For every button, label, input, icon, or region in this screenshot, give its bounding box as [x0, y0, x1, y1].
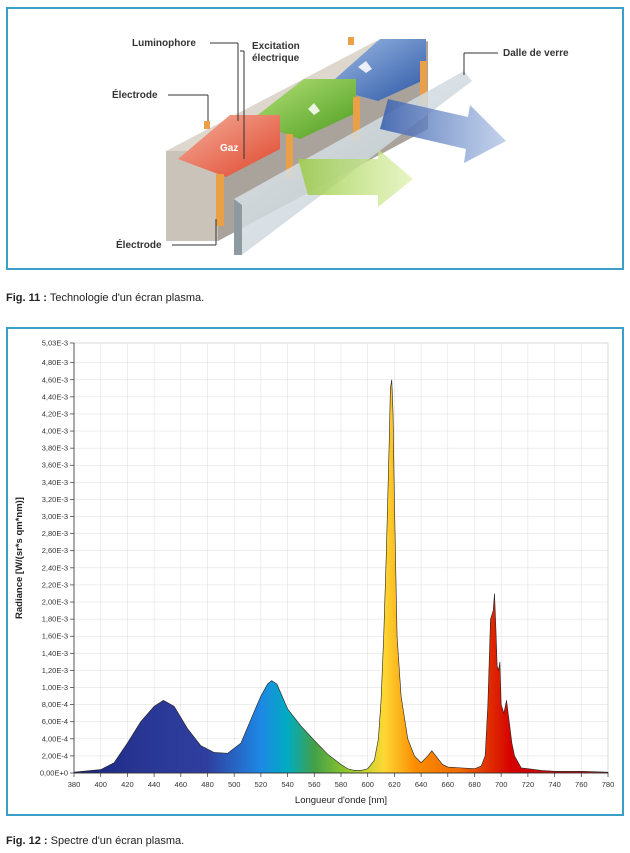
x-tick-label: 680 — [468, 780, 481, 789]
spectrum-chart — [8, 329, 622, 814]
x-tick-label: 760 — [575, 780, 588, 789]
y-tick-label: 4,00E-4 — [41, 734, 68, 744]
y-tick-label: 3,00E-3 — [41, 512, 68, 522]
y-tick-label: 4,60E-3 — [41, 375, 68, 385]
y-tick-label: 2,80E-3 — [41, 529, 68, 539]
x-tick-label: 420 — [121, 780, 134, 789]
x-tick-label: 640 — [414, 780, 428, 789]
x-tick-label: 380 — [67, 780, 81, 789]
y-tick-label: 3,40E-3 — [41, 477, 68, 487]
y-tick-label: 3,20E-3 — [41, 494, 68, 504]
label-excitation-2: électrique — [252, 53, 300, 64]
y-tick-label: 2,60E-3 — [41, 546, 68, 556]
x-axis-label: Longueur d'onde [nm] — [294, 795, 388, 806]
y-tick-label: 3,60E-3 — [41, 460, 68, 470]
y-tick-label: 2,00E-3 — [41, 597, 68, 607]
label-electrode-top: Électrode — [112, 90, 158, 101]
figure-11-caption — [6, 292, 204, 304]
caption-text: Spectre d'un écran plasma. — [47, 835, 185, 847]
label-dalle-de-verre: Dalle de verre — [503, 48, 569, 59]
y-tick-label: 0,00E+0 — [39, 768, 68, 778]
x-tick-label: 660 — [441, 780, 455, 789]
x-tick-label: 700 — [494, 780, 508, 789]
x-tick-label: 560 — [308, 780, 321, 789]
x-tick-label: 720 — [521, 780, 535, 789]
plasma-spectrum-figure — [6, 327, 624, 816]
plasma-technology-figure — [6, 7, 624, 270]
y-tick-label: 1,60E-3 — [41, 631, 68, 641]
x-tick-label: 740 — [548, 780, 561, 789]
y-tick-label: 2,20E-3 — [41, 580, 68, 590]
y-tick-label: 1,20E-3 — [41, 665, 68, 675]
x-tick-label: 400 — [94, 780, 107, 789]
blue-light-arrow — [380, 99, 506, 163]
x-tick-label: 780 — [601, 780, 615, 789]
x-tick-label: 460 — [174, 780, 188, 789]
caption-prefix: Fig. 12 : — [6, 835, 48, 847]
electrode-bar — [216, 174, 224, 226]
y-tick-label: 1,00E-3 — [41, 683, 68, 693]
x-tick-label: 520 — [254, 780, 268, 789]
y-tick-label: 4,20E-3 — [41, 409, 68, 419]
y-tick-label: 2,00E-4 — [41, 751, 68, 761]
x-tick-label: 620 — [388, 780, 401, 789]
y-tick-label: 4,40E-3 — [41, 392, 68, 402]
figure-12-caption — [6, 835, 184, 847]
y-tick-label: 3,80E-3 — [41, 443, 68, 453]
x-tick-label: 540 — [281, 780, 294, 789]
y-tick-label: 8,00E-4 — [41, 700, 68, 710]
label-excitation-1: Excitation — [252, 41, 300, 52]
y-tick-label: 4,00E-3 — [41, 426, 68, 436]
x-tick-label: 580 — [334, 780, 348, 789]
caption-text: Technologie d'un écran plasma. — [46, 292, 205, 304]
label-electrode-bottom: Électrode — [116, 240, 162, 251]
caption-prefix: Fig. 11 : — [6, 292, 47, 304]
y-tick-label: 5,03E-3 — [41, 338, 68, 348]
y-axis-label: Radiance [W/(sr*s qm*nm)] — [14, 497, 25, 619]
y-tick-label: 1,80E-3 — [41, 614, 68, 624]
plasma-cell-diagram — [8, 9, 622, 268]
y-tick-label: 1,40E-3 — [41, 648, 68, 658]
label-luminophore: Luminophore — [132, 38, 196, 49]
y-tick-label: 2,40E-3 — [41, 563, 68, 573]
y-tick-label: 6,00E-4 — [41, 717, 68, 727]
x-tick-label: 440 — [147, 780, 161, 789]
label-gaz: Gaz — [220, 143, 239, 154]
x-tick-label: 500 — [227, 780, 241, 789]
x-tick-label: 600 — [361, 780, 374, 789]
y-tick-label: 4,80E-3 — [41, 358, 68, 368]
x-tick-label: 480 — [201, 780, 214, 789]
